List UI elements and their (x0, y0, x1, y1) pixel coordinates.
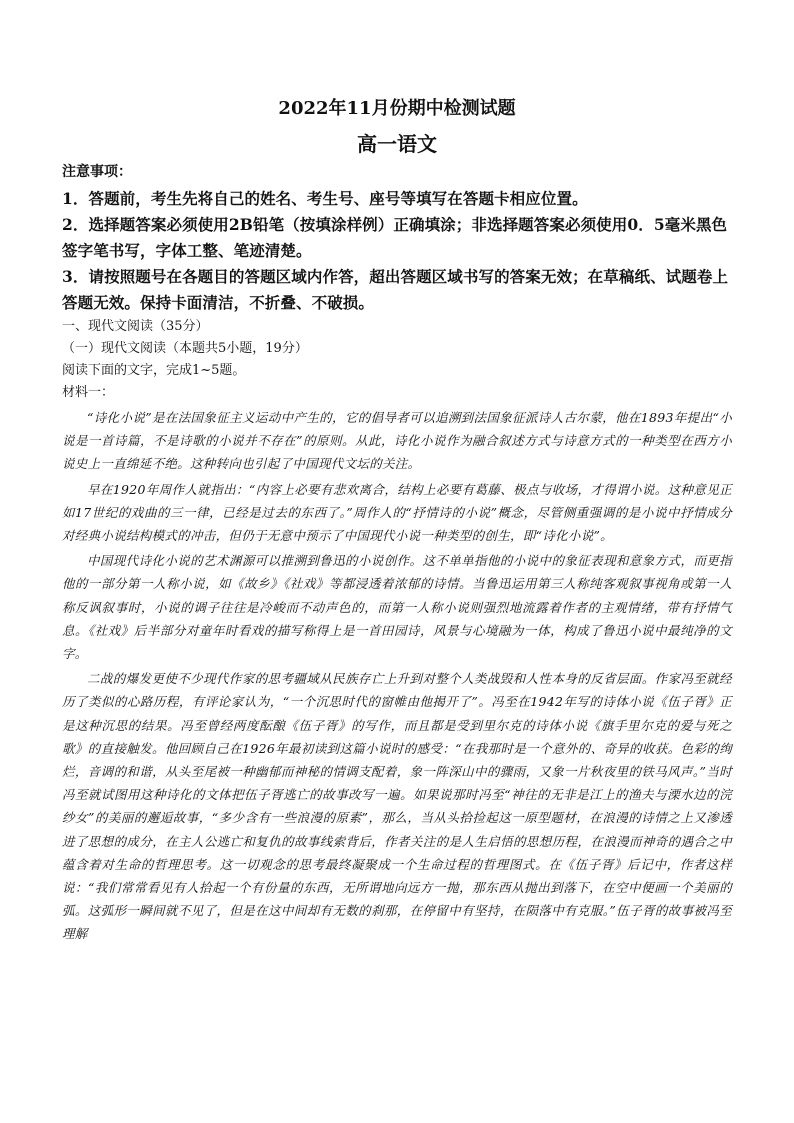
material-label: 材料一： (62, 385, 115, 400)
notice-heading: 注意事项： (62, 164, 132, 180)
sub-section-title: （一）现代文阅读（本题共5小题，19分） (62, 341, 308, 356)
notice-item-3: 3．请按照题号在各题目的答题区域内作答，超出答题区域书写的答案无效；在草稿纸、试题卷上答题无效。保持卡面清洁，不折叠、不破损。 (62, 267, 729, 312)
exam-subject: 高一语文 (357, 132, 437, 156)
paragraph-2: 早在1920年周作人就指出：“内容上必要有悲欢离合，结构上必要有葛藤、极点与收场，才得谓小说。这种意见正如17世纪的戏曲的三一律，已经是过去的东西了。”周作人的“抒情诗的小说”概念，尽管侧重强调的是小说中抒情成分对经典小说结构模式的冲击，但仍于无意中预示了中国现代小说一种类型的创生，即“诗化小说”。 (62, 481, 732, 544)
notice-item-2: 2．选择题答案必须使用2B铅笔（按填涂样例）正确填涂；非选择题答案必须使用0．5毫米黑色签字笔书写，字体工整、笔迹清楚。 (62, 215, 728, 260)
exam-title: 2022年11月份期中检测试题 (278, 98, 516, 119)
notice-item-1: 1．答题前，考生先将自己的姓名、考生号、座号等填写在答题卡相应位置。 (62, 189, 588, 208)
paragraph-3: 中国现代诗化小说的艺术渊源可以推溯到鲁迅的小说创作。这不单单指他的小说中的象征表现和意象方式，而更指他的一部分第一人称小说，如《故乡》《社戏》等都浸透着浓郁的诗情。当鲁迅运用第三人称纯客观叙事视角或第一人称反讽叙事时，小说的调子往往是冷峻而不动声色的，而第一人称小说则强烈地流露着作者的主观情绪，带有抒情气息。《社戏》后半部分对童年时看戏的描写称得上是一首田园诗，风景与心境融为一体，构成了鲁迅小说中最纯净的文字。 (62, 553, 732, 662)
paragraph-1: “诗化小说”是在法国象征主义运动中产生的，它的倡导者可以追溯到法国象征派诗人古尔蒙，他在1893年提出“小说是一首诗篇，不是诗歌的小说并不存在”的原则。从此，诗化小说作为融合叙述方式与诗意方式的一种类型在西方小说史上一直绵延不绝。这种转向也引起了中国现代文坛的关注。 (62, 410, 732, 472)
reading-instruction: 阅读下面的文字，完成1~5题。 (62, 363, 246, 378)
section-title: 一、现代文阅读（35分） (62, 319, 209, 334)
paragraph-4: 二战的爆发更使不少现代作家的思考疆域从民族存亡上升到对整个人类战毁和人性本身的反省层面。作家冯至就经历了类似的心路历程，有评论家认为，“一个沉思时代的窗帷由他揭开了”。冯至在1942年写的诗体小说《伍子胥》正是这种沉思的结果。冯至曾经两度酝酿《伍子胥》的写作，而且都是受到里尔克的诗体小说《旗手里尔克的爱与死之歌》的直接触发。他回顾自己在1926年最初读到这篇小说时的感受：“在我那时是一个意外的、奇异的收获。色彩的绚烂，音调的和谐，从头至尾被一种幽郁而神秘的情调支配着，象一阵深山中的骤雨，又象一片秋夜里的铁马风声。”当时冯至就试图用这种诗化的文体把伍子胥逃亡的故事改写一遍。如果说那时冯至“神往的无非是江上的渔夫与溧水边的浣纱女”的美丽的邂逅故事，“多少含有一些浪漫的原素”，那么，当从头拾捡起这一原型题材，在浪漫的诗情之上又渗透进了思想的成分，在主人公逃亡和复仇的故事线索背后，作者关注的是人生启悟的思想历程，在浪漫而神奇的遇合之中蕴含着对生命的哲理思考。这一切观念的思考最终凝聚成一个生命过程的哲理图式。在《伍子胥》后记中，作者这样说：“我们常常看见有人拾起一个有份量的东西，无所谓地向远方一抛，那东西从抛出到落下，在空中便画一个美丽的弧。这弧形一瞬间就不见了，但是在这中间却有无数的刹那，在停留中有坚持，在陨落中有克服。”伍子胥的故事被冯至理解 (62, 671, 732, 942)
